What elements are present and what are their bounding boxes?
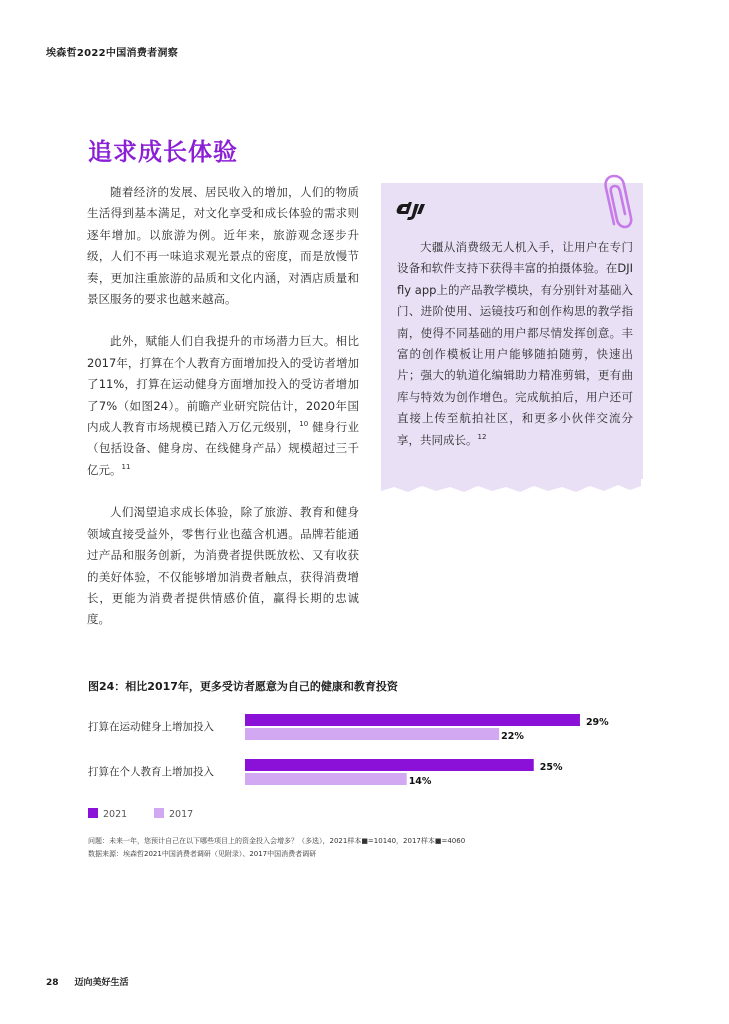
legend-swatch-2021 <box>88 808 98 818</box>
data-label: 14% <box>408 776 432 787</box>
chart-footnotes <box>88 835 465 861</box>
footnote-ref-12: 12 <box>477 432 487 441</box>
body-paragraph-2-part-2: 健身行业（包括设备、健身房、在线健身产品）规模超过三千亿元。 <box>87 420 360 477</box>
data-label: 22% <box>501 731 524 742</box>
page-footer <box>46 975 145 988</box>
torn-paper-edge <box>378 478 644 498</box>
legend-label: 2021 <box>103 809 128 820</box>
dji-logo-icon <box>396 200 438 224</box>
legend-label: 2017 <box>169 809 194 820</box>
bars-layer <box>88 714 609 820</box>
body-paragraph-3: 人们渴望追求成长体验，除了旅游、教育和健身领域直接受益外，零售行业也蕴含机遇。品牌若能通过产品和服务创新，为消费者提供既放松、又有收获的美好体验，不仅能够增加消费者触点，获得消费增长，更能为消费者提供情感价值，赢得长期的忠诚度。 <box>87 505 359 627</box>
body-text-column <box>87 182 359 652</box>
callout-paragraph <box>397 237 633 451</box>
data-source-note: 数据来源：埃森哲2021中国消费者调研（见附录）、2017中国消费者调研 <box>88 850 317 858</box>
category-label: 打算在运动健身上增加投入 <box>88 721 214 733</box>
chart-title: 图24：相比2017年，更多受访者愿意为自己的健康和教育投资 <box>88 680 398 693</box>
report-header: 埃森哲2022中国消费者洞察 <box>46 48 179 59</box>
bar-2021-2 <box>245 759 534 771</box>
data-label: 29% <box>585 717 609 728</box>
paperclip-icon <box>600 174 636 230</box>
data-label: 25% <box>539 762 563 773</box>
body-paragraph-1: 随着经济的发展、居民收入的增加，人们的物质生活得到基本满足，对文化享受和成长体验的需求则逐年增加。以旅游为例。近年来，旅游观念逐步升级，人们不再一味追求观光景点的密度，而是放慢节奏，更加注重旅游的品质和文化内涵，对酒店质量和景区服务的要求也越来越高。 <box>87 185 359 307</box>
survey-question-note: 问题：未来一年，您预计自己在以下哪些项目上的资金投入会增多？（多选），2021样本■=10140，2017样本■=4060 <box>88 837 466 845</box>
footer-section-title: 迈向美好生活 <box>74 978 129 988</box>
callout-text <box>397 237 633 451</box>
body-paragraph-2 <box>87 331 359 481</box>
bar-2021-1 <box>245 714 580 726</box>
footnote-ref-11: 11 <box>121 463 131 472</box>
bar-2017-2 <box>245 773 407 785</box>
footnote-ref-10: 10 <box>299 420 309 429</box>
legend-swatch-2017 <box>154 808 164 818</box>
category-label: 打算在个人教育上增加投入 <box>88 766 214 778</box>
page-number: 28 <box>46 978 59 988</box>
body-paragraph-2-part-1: 此外，赋能人们自我提升的市场潜力巨大。相比2017年，打算在个人教育方面增加投入的受访者增加了11%，打算在运动健身方面增加投入的受访者增加了7%（如图24）。前瞻产业研究院估计，2020年国内成人教育市场规模已踏入万亿元级别， <box>87 334 359 435</box>
callout-body: 大疆从消费级无人机入手，让用户在专门设备和软件支持下获得丰富的拍摄体验。在DJI fly app上的产品教学模块，有分别针对基础入门、进阶使用、运镜技巧和创作构思的教学指南，使得不同基础的用户都尽情发挥创意。丰富的创作模板让用户能够随拍随剪，快速出片；强大的轨道化编辑助力精准剪辑，更有曲库与特效为创作增色。完成航拍后，用户还可直接上传至航拍社区，和更多小伙伴交流分享，共同成长。 <box>397 240 633 447</box>
bar-2017-1 <box>245 728 499 740</box>
bar-chart <box>0 700 729 830</box>
section-title: 追求成长体验 <box>88 138 238 166</box>
